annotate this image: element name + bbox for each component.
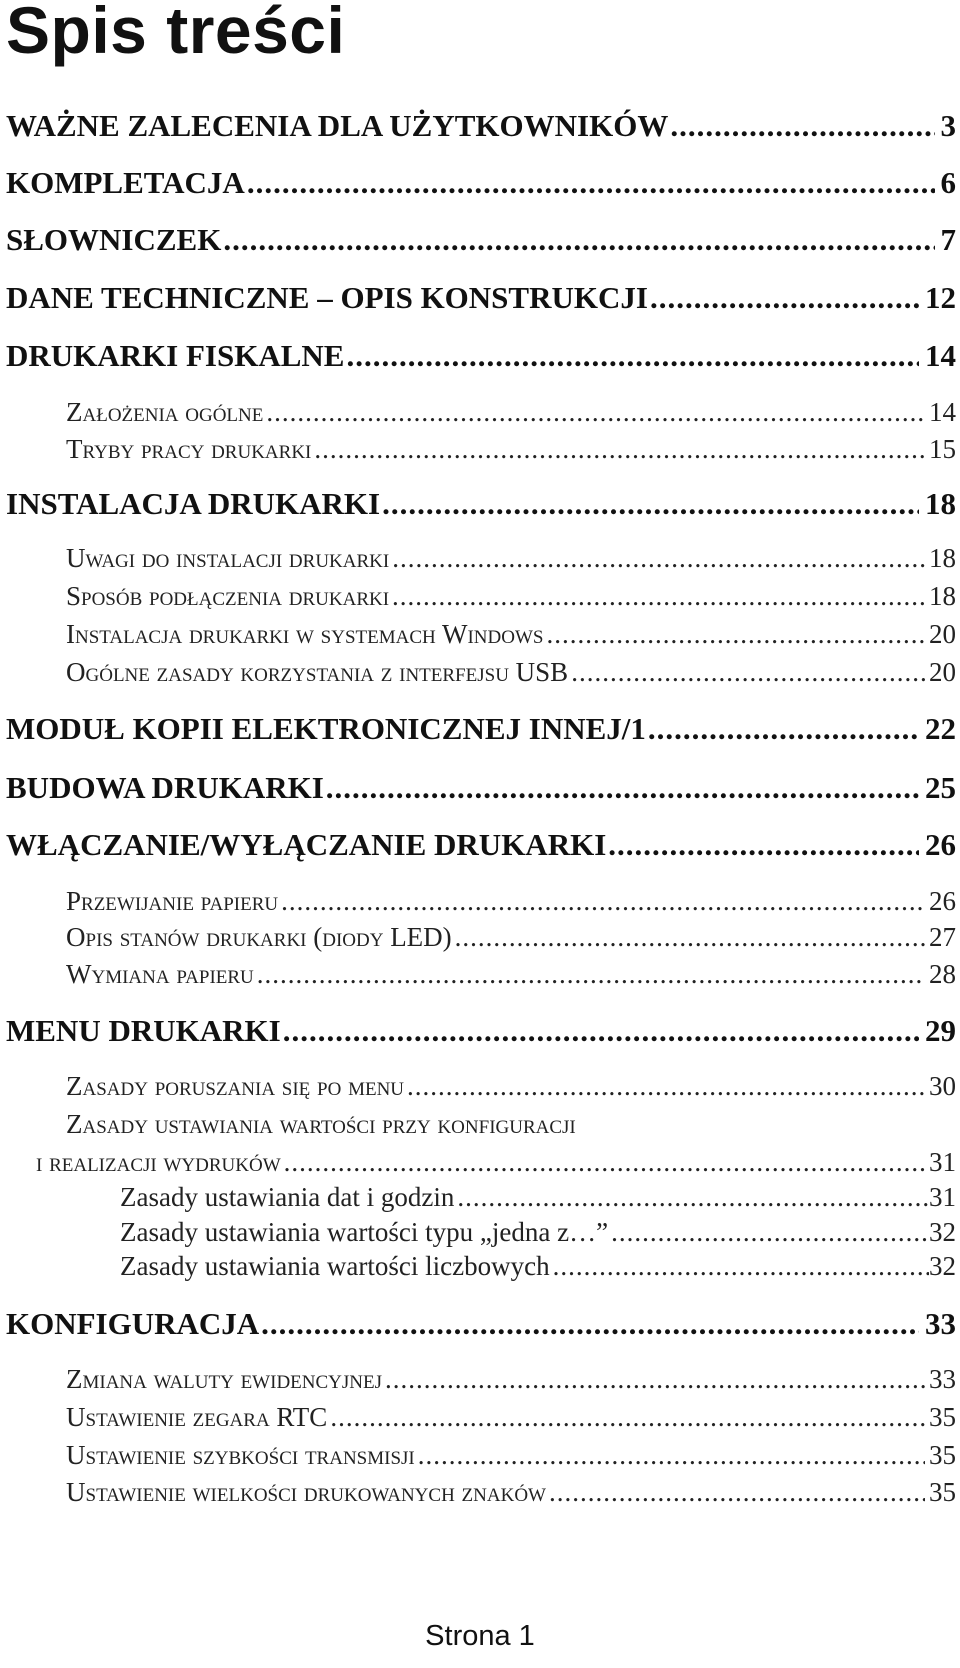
toc-subentry[interactable]: [66, 886, 956, 917]
toc-subsubentry[interactable]: [120, 1251, 956, 1282]
toc-page-number: 33: [929, 1364, 956, 1394]
toc-entry[interactable]: [6, 338, 956, 374]
toc-entry[interactable]: [6, 711, 956, 747]
toc-subentry-label: Zasady ustawiania wartości przy konfiguracji: [66, 1109, 576, 1139]
toc-subentry[interactable]: [36, 1147, 956, 1178]
toc-entry-label: MENU DRUKARKI: [6, 1013, 281, 1048]
toc-entry[interactable]: [6, 108, 956, 144]
toc-page-number: 35: [929, 1477, 956, 1507]
toc-subentry[interactable]: [66, 581, 956, 612]
toc-subentry-label: i realizacji wydruków: [36, 1147, 281, 1177]
toc-page-number: 22: [925, 711, 956, 746]
dot-leader: [385, 1364, 925, 1395]
dot-leader: [650, 280, 919, 316]
toc-entry[interactable]: [6, 1306, 956, 1342]
toc-entry[interactable]: [6, 222, 956, 258]
dot-leader: [648, 711, 919, 747]
toc-subentry-label: Założenia ogólne: [66, 397, 264, 427]
dot-leader: [571, 657, 925, 688]
dot-leader: [261, 1306, 919, 1342]
toc-page-number: 26: [925, 827, 956, 862]
toc-page-number: 18: [929, 581, 956, 611]
toc-page-number: 6: [940, 165, 956, 200]
toc-subentry-label: Opis stanów drukarki (diody LED): [66, 922, 452, 952]
toc-page-number: 35: [929, 1402, 956, 1432]
toc-subentry-label: Wymiana papieru: [66, 959, 254, 989]
toc-entry-label: KOMPLETACJA: [6, 165, 245, 200]
dot-leader: [670, 108, 934, 144]
toc-entry-label: BUDOWA DRUKARKI: [6, 770, 324, 805]
dot-leader: [223, 222, 934, 258]
toc-subentry[interactable]: [66, 543, 956, 574]
toc-entry-label: DANE TECHNICZNE – OPIS KONSTRUKCJI: [6, 280, 648, 315]
toc-subsubentry[interactable]: [120, 1182, 956, 1213]
toc-entry[interactable]: [6, 280, 956, 316]
dot-leader: [247, 165, 935, 201]
toc-subentry[interactable]: [66, 619, 956, 650]
toc-entry[interactable]: [6, 827, 956, 863]
dot-leader: [546, 619, 925, 650]
toc-page-number: 18: [929, 543, 956, 573]
toc-page-number: 15: [929, 434, 956, 464]
dot-leader: [418, 1440, 925, 1471]
toc-page-number: 32: [929, 1217, 956, 1247]
toc-subentry[interactable]: [66, 1364, 956, 1395]
toc-subentry[interactable]: [66, 1071, 956, 1102]
dot-leader: [611, 1217, 929, 1248]
toc-page-number: 30: [929, 1071, 956, 1101]
dot-leader: [284, 1147, 925, 1178]
toc-subentry-label: Ogólne zasady korzystania z interfejsu USB: [66, 657, 569, 687]
toc-entry[interactable]: [6, 770, 956, 806]
toc-entry-label: KONFIGURACJA: [6, 1306, 260, 1341]
dot-leader: [281, 886, 925, 917]
toc-page-number: 12: [925, 280, 956, 315]
dot-leader: [266, 397, 925, 428]
dot-leader: [392, 581, 925, 612]
toc-subsubentry-label: Zasady ustawiania wartości typu „jedna z…”: [120, 1217, 609, 1247]
toc-subentry-label: Ustawienie zegara RTC: [66, 1402, 328, 1432]
toc-subentry-label: Ustawienie wielkości drukowanych znaków: [66, 1477, 546, 1507]
toc-subsubentry-label: Zasady ustawiania dat i godzin: [120, 1182, 455, 1212]
toc-page-number: 3: [940, 108, 956, 143]
dot-leader: [549, 1477, 925, 1508]
toc-subsubentry-label: Zasady ustawiania wartości liczbowych: [120, 1251, 550, 1281]
dot-leader: [407, 1071, 925, 1102]
toc-subentry-label: Ustawienie szybkości transmisji: [66, 1440, 415, 1470]
page-footer: Strona 1: [425, 1620, 535, 1652]
toc-page-number: 18: [925, 486, 956, 521]
toc-entry-label: MODUŁ KOPII ELEKTRONICZNEJ INNEJ/1: [6, 711, 646, 746]
dot-leader: [314, 434, 925, 465]
toc-page-number: 27: [929, 922, 956, 952]
toc-page-number: 31: [929, 1182, 956, 1212]
toc-page-number: 28: [929, 959, 956, 989]
toc-subentry[interactable]: [66, 1109, 786, 1140]
toc-subentry-label: Sposób podłączenia drukarki: [66, 581, 390, 611]
dot-leader: [330, 1402, 925, 1433]
toc-subentry[interactable]: [66, 1477, 956, 1508]
toc-subentry[interactable]: [66, 434, 956, 465]
toc-page-number: 26: [929, 886, 956, 916]
toc-page-number: 32: [929, 1251, 956, 1281]
dot-leader: [392, 543, 925, 574]
dot-leader: [346, 338, 919, 374]
toc-subentry[interactable]: [66, 657, 956, 688]
dot-leader: [455, 922, 925, 953]
dot-leader: [382, 486, 919, 522]
toc-page-number: 31: [929, 1147, 956, 1177]
toc-entry[interactable]: [6, 486, 956, 522]
toc-subentry[interactable]: [66, 922, 956, 953]
toc-subentry[interactable]: [66, 1402, 956, 1433]
toc-entry-label: SŁOWNICZEK: [6, 222, 222, 257]
dot-leader: [457, 1182, 929, 1213]
toc-subentry-label: Tryby pracy drukarki: [66, 434, 312, 464]
toc-entry[interactable]: [6, 1013, 956, 1049]
toc-subsubentry[interactable]: [120, 1217, 956, 1248]
toc-subentry-label: Przewijanie papieru: [66, 886, 279, 916]
dot-leader: [257, 959, 925, 990]
page-title: Spis treści: [6, 0, 346, 67]
toc-subentry[interactable]: [66, 397, 956, 428]
toc-entry[interactable]: [6, 165, 956, 201]
toc-page-number: 20: [929, 619, 956, 649]
toc-subentry-label: Zasady poruszania się po menu: [66, 1071, 405, 1101]
toc-page-number: 33: [925, 1306, 956, 1341]
toc-subentry-label: Uwagi do instalacji drukarki: [66, 543, 390, 573]
toc-page-number: 20: [929, 657, 956, 687]
toc-page-number: 29: [925, 1013, 956, 1048]
toc-entry-label: WŁĄCZANIE/WYŁĄCZANIE DRUKARKI: [6, 827, 607, 862]
toc-page-number: 25: [925, 770, 956, 805]
toc-page-number: 14: [925, 338, 956, 373]
toc-subentry-label: Instalacja drukarki w systemach Windows: [66, 619, 544, 649]
toc-subentry[interactable]: [66, 959, 956, 990]
dot-leader: [608, 827, 919, 863]
toc-entry-label: DRUKARKI FISKALNE: [6, 338, 345, 373]
toc-page-number: 14: [929, 397, 956, 427]
toc-subentry-label: Zmiana waluty ewidencyjnej: [66, 1364, 383, 1394]
dot-leader: [553, 1251, 929, 1282]
toc-page-number: 7: [940, 222, 956, 257]
dot-leader: [283, 1013, 919, 1049]
dot-leader: [326, 770, 919, 806]
toc-subentry[interactable]: [66, 1440, 956, 1471]
toc-entry-label: INSTALACJA DRUKARKI: [6, 486, 381, 521]
toc-page-number: 35: [929, 1440, 956, 1470]
toc-entry-label: WAŻNE ZALECENIA DLA UŻYTKOWNIKÓW: [6, 108, 669, 143]
